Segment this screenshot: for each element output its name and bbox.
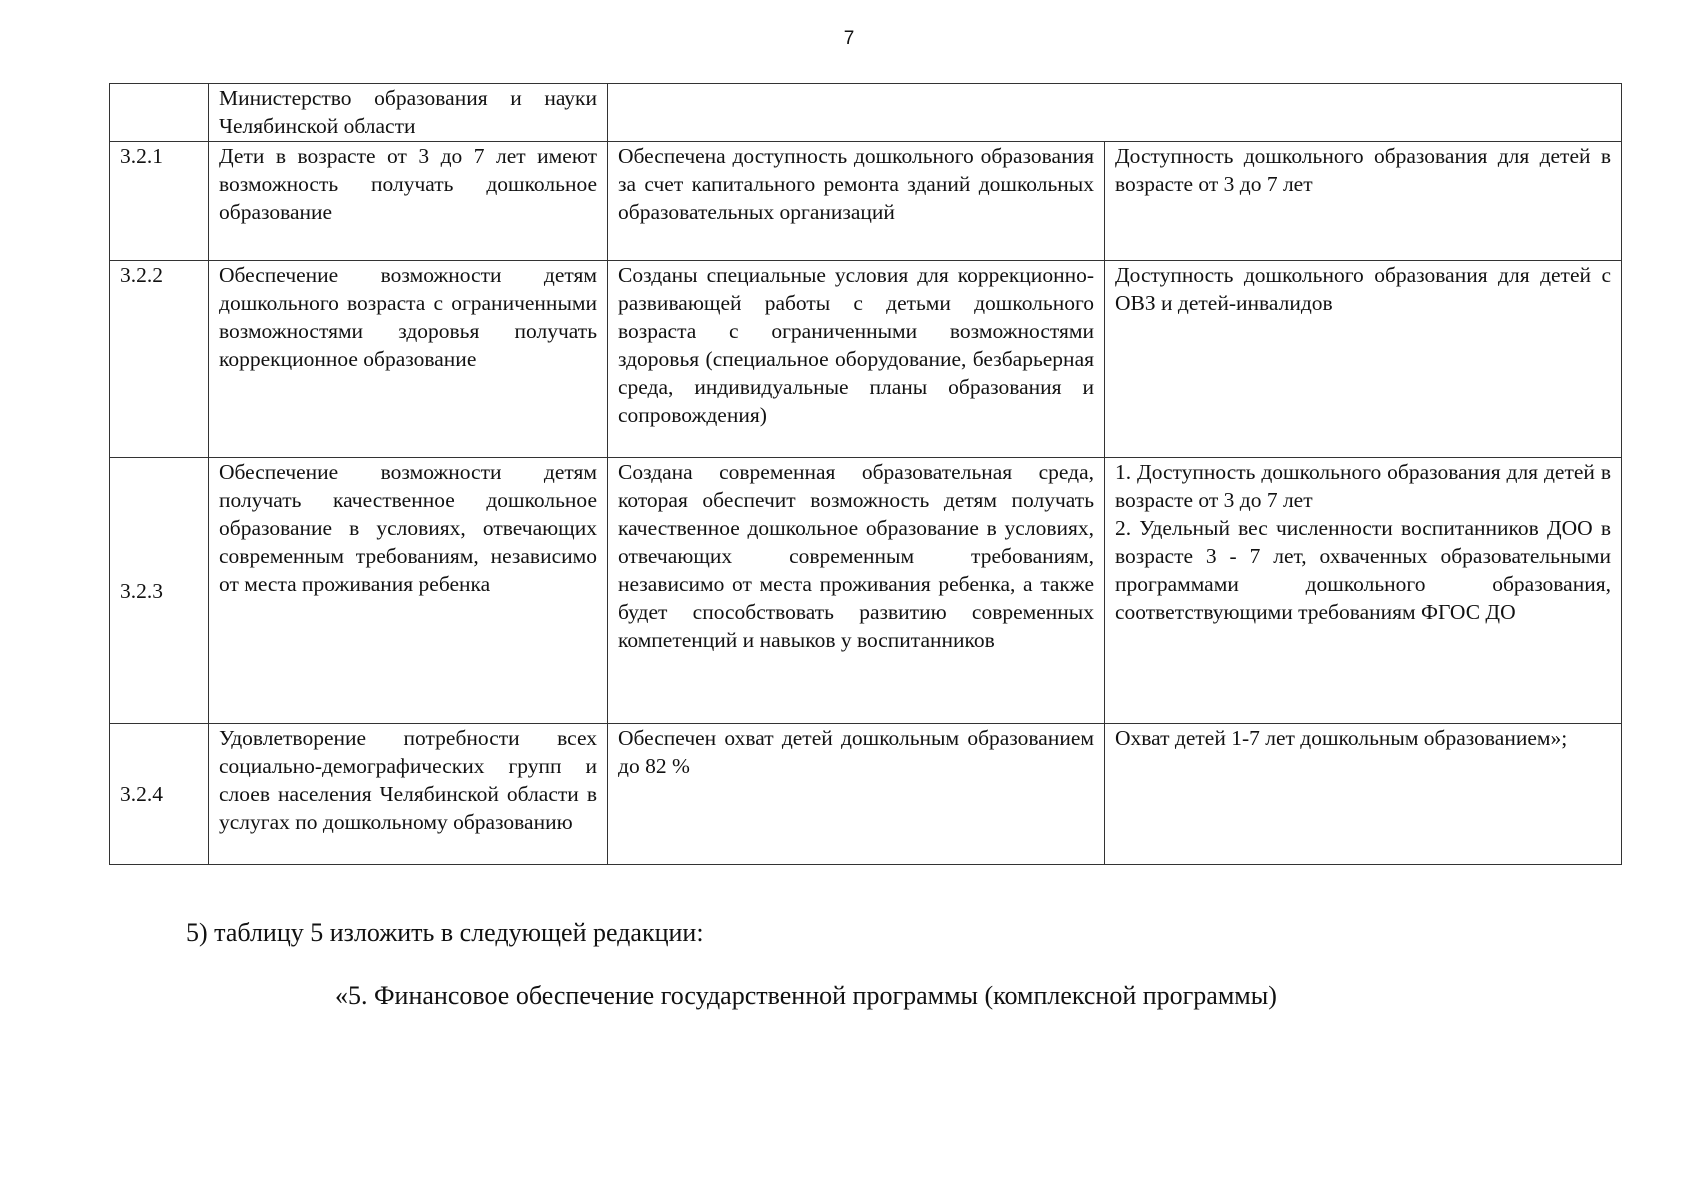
table-cell-task: Удовлетворение потребности всех социально-демографических групп и слоев населения Челябинской области в услугах по дошкольному образованию (209, 724, 608, 865)
table-cell-result: Создана современная образовательная среда, которая обеспечит возможность детям получать качественное дошкольное образование в условиях, отвечающих современным требованиям, независимо от места проживания ребенка, а также будет способствовать развитию современных компетенций и навыков у воспитанников (608, 458, 1105, 724)
table-row (110, 142, 1622, 261)
section-heading: «5. Финансовое обеспечение государственной программы (комплексной программы) (335, 981, 1277, 1010)
table-cell-result: Обеспечен охват детей дошкольным образованием до 82 % (608, 724, 1105, 865)
table-cell-num: 3.2.3 (110, 458, 209, 724)
table-cell-indicator: Охват детей 1-7 лет дошкольным образованием»; (1105, 724, 1622, 865)
table-cell-task: Дети в возрасте от 3 до 7 лет имеют возможность получать дошкольное образование (209, 142, 608, 261)
page-number: 7 (843, 28, 855, 49)
table-row (110, 458, 1622, 724)
table-cell-num: 3.2.1 (110, 142, 209, 261)
table-cell-indicator: Доступность дошкольного образования для детей с ОВЗ и детей-инвалидов (1105, 261, 1622, 458)
table-cell-num: 3.2.2 (110, 261, 209, 458)
table-cell-num (110, 84, 209, 142)
table-cell-indicator (1105, 458, 1622, 724)
table-row (110, 724, 1622, 865)
table-cell-task: Обеспечение возможности детям получать качественное дошкольное образование в условиях, отвечающих современным требованиям, независимо от места проживания ребенка (209, 458, 608, 724)
table-cell-result: Обеспечена доступность дошкольного образования за счет капитального ремонта зданий дошкольных образовательных организаций (608, 142, 1105, 261)
table-cell-task: Обеспечение возможности детям дошкольного возраста с ограниченными возможностями здоровья получать коррекционное образование (209, 261, 608, 458)
table-cell-empty (608, 84, 1622, 142)
table-cell-num: 3.2.4 (110, 724, 209, 865)
table-row-header (110, 84, 1622, 142)
table-row (110, 261, 1622, 458)
indicator-line-2: 2. Удельный вес численности воспитанников ДОО в возрасте 3 - 7 лет, охваченных образовательными программами дошкольного образования, соответствующими требованиям ФГОС ДО (1115, 516, 1611, 624)
indicator-line-1: 1. Доступность дошкольного образования для детей в возрасте от 3 до 7 лет (1115, 460, 1611, 512)
instruction-paragraph: 5) таблицу 5 изложить в следующей редакции: (186, 918, 704, 947)
table-cell-result: Созданы специальные условия для коррекционно-развивающей работы с детьми дошкольного возраста с ограниченными возможностями здоровья (специальное оборудование, безбарьерная среда, индивидуальные планы образования и сопровождения) (608, 261, 1105, 458)
table-cell-indicator: Доступность дошкольного образования для детей в возрасте от 3 до 7 лет (1105, 142, 1622, 261)
table-cell-responsible: Министерство образования и науки Челябинской области (209, 84, 608, 142)
results-table (109, 83, 1622, 865)
